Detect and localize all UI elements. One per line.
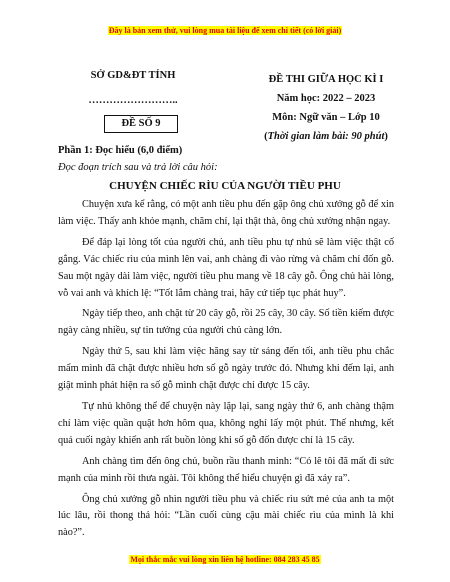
preview-banner-text: Đây là bản xem thử, vui lòng mua tài liệu để xem chi tiết (có lời giải)	[108, 26, 342, 35]
story-body	[58, 197, 394, 546]
duration-text: Thời gian làm bài: 90 phút	[267, 131, 385, 142]
exam-code-box: ĐỀ SỐ 9	[104, 115, 178, 133]
department-dots: ……………………..	[88, 95, 178, 106]
paragraph: Tự nhủ không thể để chuyện này lặp lại, sang ngày thứ 6, anh chàng thậm chí làm việc quần quật hơn hôm qua, không nghỉ lấy một phút. Thế nhưng, kết quả cuối ngày khiến anh rất buồn lòng khi số gỗ đốn được chỉ là 15 cây.	[58, 400, 394, 446]
header-left	[58, 70, 208, 106]
contact-banner-text: Mọi thắc mắc vui lòng xin liên hệ hotline: 084 283 45 85	[130, 555, 320, 564]
subject: Môn: Ngữ văn – Lớp 10	[272, 112, 380, 123]
paragraph: Ngày tiếp theo, anh chặt từ 20 cây gỗ, rồi 25 cây, 30 cây. Số tiền kiếm được ngày càng nhiều, sự tin tưởng của người chủ càng lớn.	[58, 308, 394, 337]
paragraph: Ông chủ xưởng gỗ nhìn người tiều phu và chiếc rìu sứt mẻ của anh ta một lúc lâu, rồi thong thả hỏi: “Lần cuối cùng cậu mài chiếc rìu của mình là khi nào?”.	[58, 493, 394, 539]
header-right	[236, 70, 416, 146]
department-name: SỞ GD&ĐT TỈNH	[90, 70, 176, 81]
instruction: Đọc đoạn trích sau và trả lời câu hỏi:	[58, 162, 218, 173]
paragraph: Để đáp lại lòng tốt của người chủ, anh tiều phu tự nhủ sẽ làm việc thật cố gắng. Vác chiếc rìu của mình lên vai, anh chàng đi vào rừng và chăm chỉ đốn gỗ. Sau một ngày dài làm việc, người tiều phu mang về 18 cây gỗ. Ông chủ hài lòng, vỗ vai anh và khích lệ: “Tốt lắm chàng trai, hãy cứ tiếp tục phát huy”.	[58, 236, 394, 299]
part-title: Phần 1: Đọc hiểu (6,0 điểm)	[58, 145, 183, 156]
story-title: CHUYỆN CHIẾC RÌU CỦA NGƯỜI TIỀU PHU	[109, 180, 341, 192]
contact-banner	[0, 555, 450, 565]
exam-title: ĐỀ THI GIỮA HỌC KÌ I	[268, 74, 384, 85]
paragraph: Chuyện xưa kể rằng, có một anh tiều phu đến gặp ông chủ xưởng gỗ để xin làm việc. Thấy anh khỏe mạnh, chăm chỉ, lại thật thà, ông chủ xưởng nhận ngay.	[58, 199, 394, 227]
preview-banner	[0, 26, 450, 36]
duration: (Thời gian làm bài: 90 phút)	[264, 131, 388, 142]
paragraph: Anh chàng tìm đến ông chủ, buồn rầu thanh minh: “Có lẽ tôi đã mất đi sức mạnh của mình rồi thưa ngài. Tôi không thể hiểu chuyện gì đã xảy ra”.	[58, 455, 394, 484]
school-year: Năm học: 2022 – 2023	[276, 93, 376, 104]
paragraph: Ngày thứ 5, sau khi làm việc hăng say từ sáng đến tối, anh tiều phu chắc mẩm mình đã chặt được nhiều hơn số gỗ ngày trước đó. Nhưng khi đếm lại, anh giật mình phát hiện ra số gỗ mình chặt được chỉ được 15 cây.	[58, 346, 394, 392]
